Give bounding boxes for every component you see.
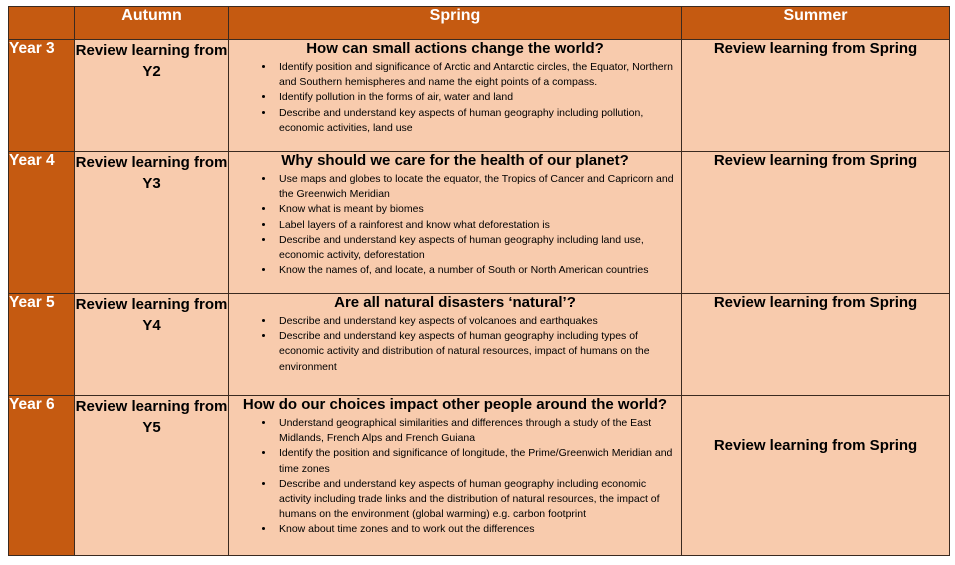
spring-bullet-list — [229, 314, 681, 375]
spring-cell — [229, 294, 682, 396]
list-item: • Identify pollution in the forms of air, water and land — [275, 90, 681, 105]
header-spring: Spring — [229, 7, 682, 40]
corner-cell — [9, 7, 75, 40]
list-item: • Describe and understand key aspects of human geography including economic activity including trade links and the distribution of natural resources, the impact of humans on the environment (global warming) e.g. carbon footprint — [275, 477, 681, 523]
list-item: • Describe and understand key aspects of volcanoes and earthquakes — [275, 314, 681, 329]
header-row — [9, 7, 950, 40]
list-item: • Know the names of, and locate, a number of South or North American countries — [275, 263, 681, 278]
spring-bullet-list — [229, 416, 681, 538]
list-item: • Know what is meant by biomes — [275, 202, 681, 217]
list-item: • Identify the position and significance of longitude, the Prime/Greenwich Meridian and time zones — [275, 446, 681, 476]
header-autumn: Autumn — [75, 7, 229, 40]
list-item: • Know about time zones and to work out the differences — [275, 522, 681, 537]
spring-topic-title: Why should we care for the health of our planet? — [281, 152, 629, 169]
autumn-cell: Review learning from Y4 — [75, 294, 229, 396]
table-row — [9, 396, 950, 556]
year-label: Year 6 — [9, 396, 75, 556]
summer-cell: Review learning from Spring — [682, 152, 950, 294]
spring-topic-title: Are all natural disasters ‘natural’? — [334, 294, 576, 311]
summer-cell: Review learning from Spring — [682, 396, 950, 556]
summer-cell: Review learning from Spring — [682, 40, 950, 152]
list-item: • Label layers of a rainforest and know what deforestation is — [275, 218, 681, 233]
table-row — [9, 40, 950, 152]
list-item: • Describe and understand key aspects of human geography including land use, economic activity, deforestation — [275, 233, 681, 263]
summer-cell: Review learning from Spring — [682, 294, 950, 396]
autumn-cell: Review learning from Y5 — [75, 396, 229, 556]
autumn-cell: Review learning from Y3 — [75, 152, 229, 294]
list-item: • Describe and understand key aspects of human geography including types of economic activity and distribution of natural resources, impact of humans on the environment — [275, 329, 681, 375]
table-row — [9, 294, 950, 396]
curriculum-table — [8, 6, 950, 556]
spring-topic-title: How do our choices impact other people around the world? — [242, 396, 668, 413]
header-summer: Summer — [682, 7, 950, 40]
list-item: • Understand geographical similarities and differences through a study of the East Midlands, French Alps and French Guiana — [275, 416, 681, 446]
spring-cell — [229, 396, 682, 556]
list-item: • Describe and understand key aspects of human geography including pollution, economic activities, land use — [275, 106, 681, 136]
list-item: • Use maps and globes to locate the equator, the Tropics of Cancer and Capricorn and the Greenwich Meridian — [275, 172, 681, 202]
spring-bullet-list — [229, 60, 681, 136]
table-row — [9, 152, 950, 294]
spring-cell — [229, 40, 682, 152]
year-label: Year 5 — [9, 294, 75, 396]
autumn-cell: Review learning from Y2 — [75, 40, 229, 152]
spring-topic-title: How can small actions change the world? — [306, 40, 604, 57]
year-label: Year 3 — [9, 40, 75, 152]
spring-bullet-list — [229, 172, 681, 278]
list-item: • Identify position and significance of Arctic and Antarctic circles, the Equator, Northern and Southern hemispheres and name the eight points of a compass. — [275, 60, 681, 90]
year-label: Year 4 — [9, 152, 75, 294]
spring-cell — [229, 152, 682, 294]
